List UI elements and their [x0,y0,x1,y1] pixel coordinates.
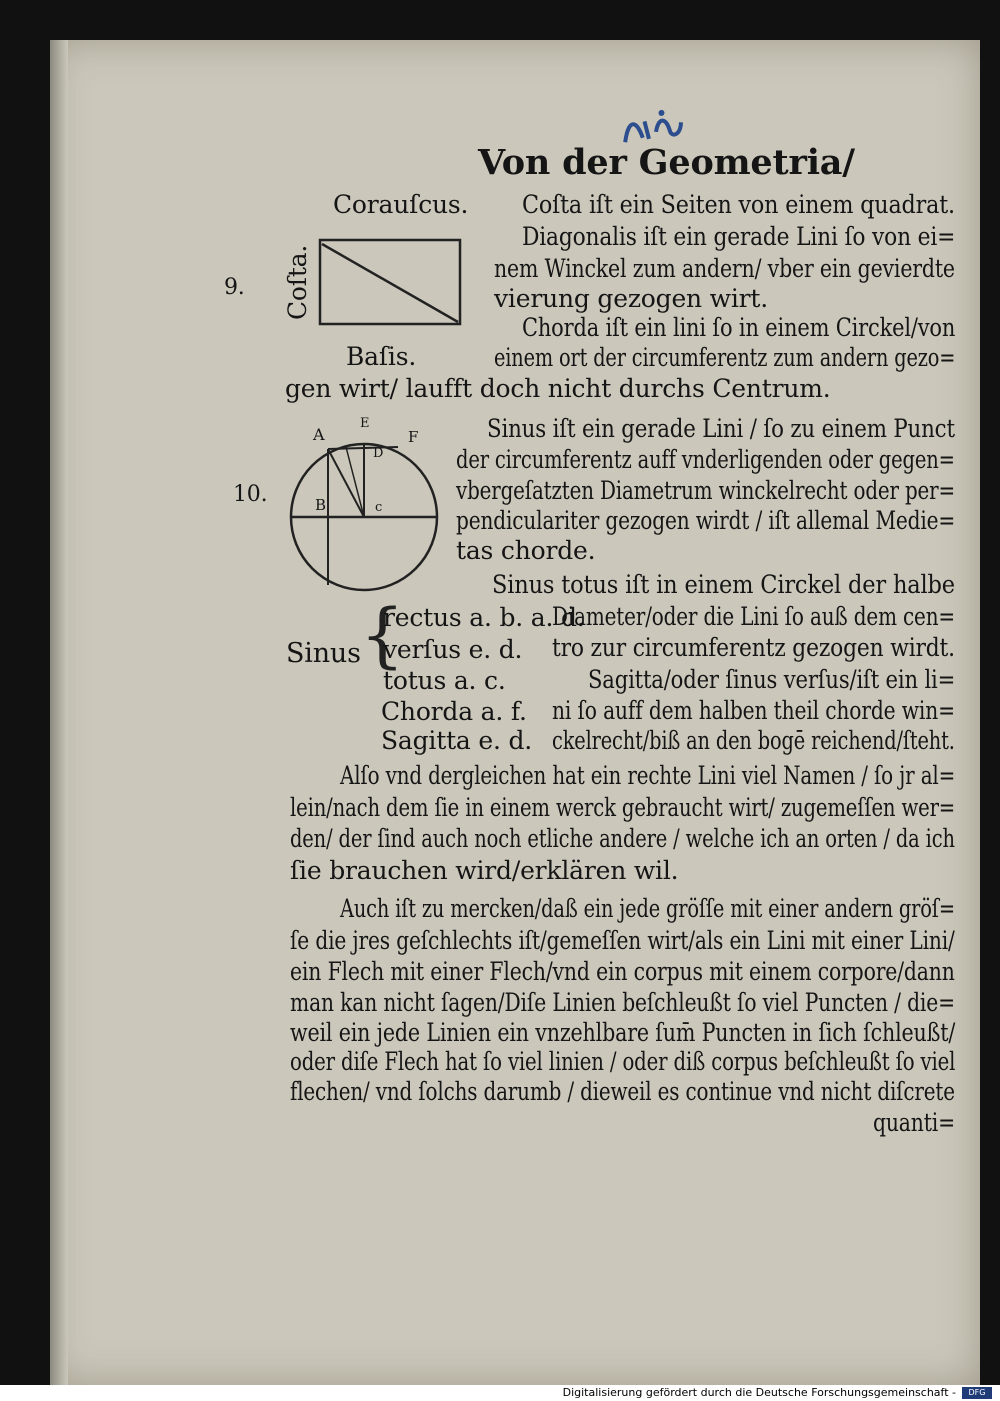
chorda-line-3: gen wirt/ laufft doch nicht durchs Centrum. [285,374,831,403]
auch-line-7: flechen/ vnd ſolchs darumb / dieweil es continue vnd nicht diſcrete [290,1077,955,1106]
also-line-4: ſie brauchen wird/erklären wil. [290,856,679,885]
label-f: F [408,428,419,446]
sinus-line-1: Sinus iſt ein gerade Lini / ſo zu einem Punct [487,414,955,443]
costa-line: Coſta iſt ein Seiten von einem quadrat. [522,190,955,219]
figure-side-label: Coſta. [283,244,312,320]
sinus-table-head: Sinus [286,638,361,669]
footer-text: Digitalisierung gefördert durch die Deutsche Forschungsgemeinschaft - [562,1386,956,1399]
sinus-totus: totus a. c. [383,666,506,695]
auch-line-2: ſe die jres geſchlechts iſt/gemeſſen wirt/als ein Lini mit einer Lini/ [290,926,955,955]
sinus-totus-line-2: Diameter/oder die Lini ſo auß dem cen= [552,602,956,631]
diagonalis-line-3: vierung gezogen wirt. [494,284,769,313]
diagonalis-line-2: nem Winckel zum andern/ vber ein gevierdte [494,254,955,283]
figure-bottom-label: Baſis. [346,342,417,371]
sinus-versus: verſus e. d. [383,635,523,664]
sagitta-line-2: ni ſo auff dem halben theil chorde win= [552,696,955,725]
also-line-2: lein/nach dem ſie in einem werck gebraucht wirt/ zugemeſſen wer= [290,793,956,822]
also-line-1: Alſo vnd dergleichen hat ein rechte Lini viel Namen / ſo jr al= [340,761,956,790]
sinus-totus-line-3: tro zur circumferentz gezogen wirdt. [552,633,955,662]
diagonalis-line-1: Diagonalis iſt ein gerade Lini ſo von ei= [522,222,956,251]
chorda-line-1: Chorda iſt ein lini ſo in einem Circkel/von [522,313,956,342]
auch-line-3: ein Flech mit einer Flech/vnd ein corpus mit einem corpore/dann [290,957,955,986]
catchword: quanti= [873,1108,955,1137]
sinus-totus-line-1: Sinus totus iſt in einem Circkel der halbe [492,570,955,599]
chorda-af: Chorda a. f. [381,697,527,726]
auch-line-1: Auch iſt zu mercken/daß ein jede gröſſe mit einer andern gröſ= [340,894,955,923]
chorda-line-2: einem ort der circumferentz zum andern gezo= [494,343,956,372]
label-b: B [315,496,326,514]
auch-line-6: oder diſe Flech hat ſo viel linien / oder diß corpus beſchleußt ſo viel [290,1047,956,1076]
sagitta-line-3: ckelrecht/biß an den bogē reichend/ſteht. [552,726,955,755]
sinus-line-5: tas chorde. [456,536,596,565]
label-d: D [373,446,384,461]
auch-line-4: man kan nicht ſagen/Diſe Linien beſchleußt ſo viel Puncten / die= [290,988,955,1017]
sinus-line-4: pendiculariter gezogen wirdt / iſt allemal Medie= [456,506,956,535]
sinus-line-3: vbergeſatzten Diametrum winckelrecht oder per= [456,476,955,505]
auch-line-5: weil ein jede Linien ein vnzehlbare ſum̄ Puncten in ſich ſchleußt/ [290,1018,956,1047]
label-e: E [360,416,370,431]
sagitta-ed: Sagitta e. d. [381,726,533,755]
square-diagram [318,238,464,328]
figure-number-10: 10. [233,482,268,507]
circle-diagram [288,425,446,595]
sagitta-line-1: Sagitta/oder ſinus verſus/iſt ein li= [588,665,956,694]
page-gutter [50,40,68,1385]
sinus-line-2: der circumferentz auff vnderligenden oder gegen= [456,445,955,474]
label-a: A [313,425,325,444]
dfg-logo: DFG [962,1387,992,1399]
sinus-rectus: rectus a. b. a. d. [383,603,585,632]
digitization-footer [0,1385,1000,1401]
label-c: c [375,500,383,515]
sinus-brace: { [360,594,405,676]
figure-caption-coraustus: Corauſcus. [333,190,469,219]
figure-number-9: 9. [224,275,245,300]
page-title: Von der Geometria/ [478,142,855,183]
also-line-3: den/ der ſind auch noch etliche andere / welche ich an orten / da ich [290,824,955,853]
